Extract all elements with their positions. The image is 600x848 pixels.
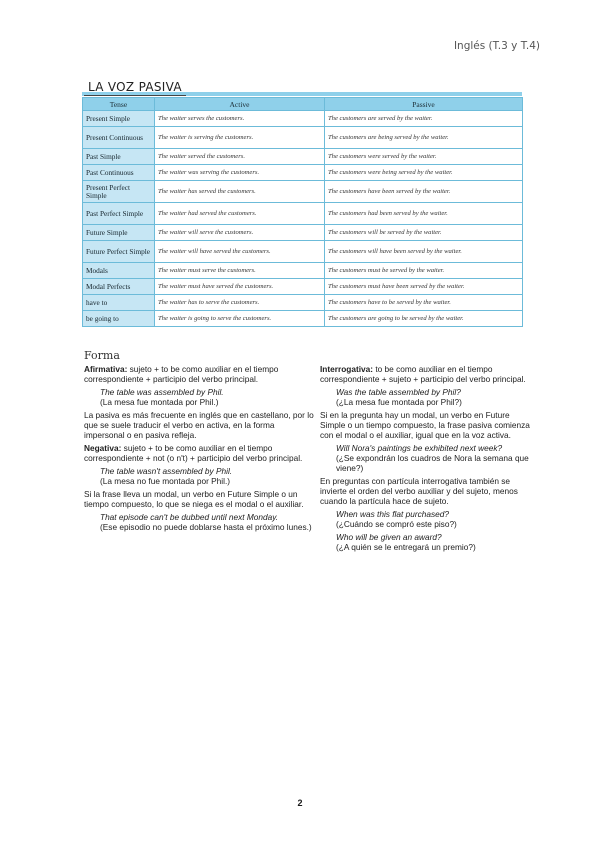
section-title: LA VOZ PASIVA xyxy=(84,80,186,96)
header-tense: Tense xyxy=(83,98,155,111)
example-es: (La mesa no fue montada por Phil.) xyxy=(100,476,231,486)
example-es: (La mesa fue montada por Phil.) xyxy=(100,397,219,407)
passive-cell: The customers must be served by the waiter. xyxy=(325,263,523,279)
forma-left-column xyxy=(84,364,316,535)
tense-cell: Present Perfect Simple xyxy=(83,181,155,203)
example-es: (¿A quién se le entregará un premio?) xyxy=(336,542,476,552)
active-cell: The waiter will serve the customers. xyxy=(155,225,325,241)
example-en: That episode can't be dubbed until next Monday. xyxy=(100,512,279,522)
table-row xyxy=(83,149,523,165)
affirmative-text: sujeto + to be como auxiliar en el tiempo correspondiente + participio del verbo principal. xyxy=(84,364,279,384)
table-row xyxy=(83,181,523,203)
passive-cell: The customers had been served by the waiter. xyxy=(325,203,523,225)
passive-cell: The customers are going to be served by the waiter. xyxy=(325,311,523,327)
active-cell: The waiter is going to serve the customers. xyxy=(155,311,325,327)
active-cell: The waiter will have served the customers. xyxy=(155,241,325,263)
table-row xyxy=(83,165,523,181)
tense-cell: Present Simple xyxy=(83,111,155,127)
active-cell: The waiter has served the customers. xyxy=(155,181,325,203)
example-es: (¿Se expondrán los cuadros de Nora la semana que viene?) xyxy=(336,453,529,473)
example-en: The table wasn't assembled by Phil. xyxy=(100,466,233,476)
example-en: The table was assembled by Phil. xyxy=(100,387,224,397)
active-cell: The waiter was serving the customers. xyxy=(155,165,325,181)
passive-cell: The customers are being served by the waiter. xyxy=(325,127,523,149)
example-en: Will Nora's paintings be exhibited next week? xyxy=(336,443,503,453)
table-row xyxy=(83,203,523,225)
header-active: Active xyxy=(155,98,325,111)
tense-cell: Past Perfect Simple xyxy=(83,203,155,225)
passive-cell: The customers must have been served by the waiter. xyxy=(325,279,523,295)
tense-cell: Future Simple xyxy=(83,225,155,241)
active-cell: The waiter must serve the customers. xyxy=(155,263,325,279)
passive-cell: The customers have been served by the waiter. xyxy=(325,181,523,203)
negative-label: Negativa: xyxy=(84,443,122,453)
affirmative-label: Afirmativa: xyxy=(84,364,128,374)
table-row xyxy=(83,225,523,241)
example-en: Who will be given an award? xyxy=(336,532,442,542)
tense-cell: Present Continuous xyxy=(83,127,155,149)
negative-text: sujeto + to be como auxiliar en el tiempo correspondiente + not (o n't) + participio del verbo principal. xyxy=(84,443,303,463)
table-row xyxy=(83,279,523,295)
interrogative-label: Interrogativa: xyxy=(320,364,374,374)
active-cell: The waiter serves the customers. xyxy=(155,111,325,127)
example-en: Was the table assembled by Phil? xyxy=(336,387,461,397)
passive-cell: The customers are served by the waiter. xyxy=(325,111,523,127)
forma-heading: Forma xyxy=(84,349,120,362)
modal-question-note: Si en la pregunta hay un modal, un verbo en Future Simple o un tiempo compuesto, la frase pasiva comienza con el modal o el auxiliar, igual que en la voz activa. xyxy=(320,410,530,440)
particle-question-note: En preguntas con partícula interrogativa también se invierte el orden del verbo auxiliar y del sujeto, menos cuando la partícula hace de sujeto. xyxy=(320,476,518,506)
example-es: (¿Cuándo se compró este piso?) xyxy=(336,519,457,529)
example-en: When was this flat purchased? xyxy=(336,509,449,519)
passive-cell: The customers were served by the waiter. xyxy=(325,149,523,165)
tense-cell: Modal Perfects xyxy=(83,279,155,295)
forma-right-column xyxy=(320,364,530,555)
interrogative-rule xyxy=(320,364,530,384)
example-es: (¿La mesa fue montada por Phil?) xyxy=(336,397,462,407)
table-row xyxy=(83,263,523,279)
tense-cell: Past Continuous xyxy=(83,165,155,181)
tense-cell: be going to xyxy=(83,311,155,327)
active-cell: The waiter served the customers. xyxy=(155,149,325,165)
active-cell: The waiter has to serve the customers. xyxy=(155,295,325,311)
header-subject: Inglés (T.3 y T.4) xyxy=(453,40,540,52)
affirmative-rule xyxy=(84,364,316,384)
passive-cell: The customers will have been served by the waiter. xyxy=(325,241,523,263)
tense-cell: Future Perfect Simple xyxy=(83,241,155,263)
active-cell: The waiter must have served the customers. xyxy=(155,279,325,295)
active-cell: The waiter is serving the customers. xyxy=(155,127,325,149)
header-passive: Passive xyxy=(325,98,523,111)
passive-cell: The customers have to be served by the waiter. xyxy=(325,295,523,311)
passive-voice-table xyxy=(82,97,523,327)
modal-negative-note: Si la frase lleva un modal, un verbo en Future Simple o un tiempo compuesto, lo que se niega es el modal o el auxiliar. xyxy=(84,489,304,509)
table-row xyxy=(83,241,523,263)
table-row xyxy=(83,111,523,127)
page-number: 2 xyxy=(297,798,303,808)
example-es: (Ese episodio no puede doblarse hasta el próximo lunes.) xyxy=(100,522,312,532)
tense-cell: have to xyxy=(83,295,155,311)
passive-cell: The customers will be served by the waiter. xyxy=(325,225,523,241)
tense-cell: Past Simple xyxy=(83,149,155,165)
table-row xyxy=(83,127,523,149)
passive-cell: The customers were being served by the waiter. xyxy=(325,165,523,181)
negative-rule xyxy=(84,443,316,463)
active-cell: The waiter had served the customers. xyxy=(155,203,325,225)
table-row xyxy=(83,311,523,327)
tense-cell: Modals xyxy=(83,263,155,279)
table-header-row xyxy=(83,98,523,111)
passive-note: La pasiva es más frecuente en inglés que en castellano, por lo que se suele traducir el verbo en activa, en la forma impersonal o en pasiva refleja. xyxy=(84,410,314,440)
table-row xyxy=(83,295,523,311)
interrogative-text: to be como auxiliar en el tiempo correspondiente + sujeto + participio del verbo principal. xyxy=(320,364,526,384)
